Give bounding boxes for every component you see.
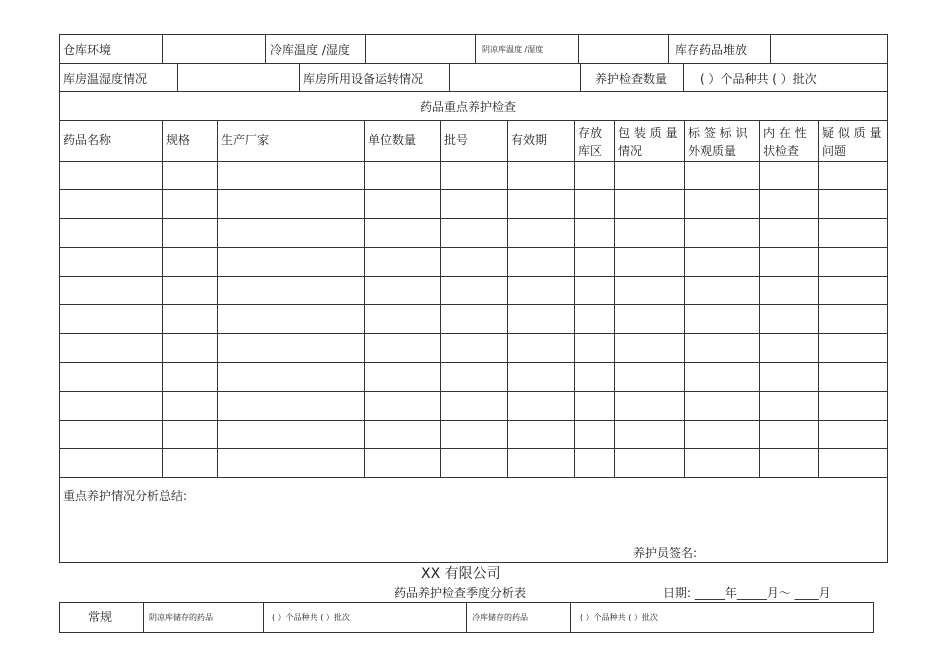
grid-row-line	[59, 333, 888, 334]
grid-col-line	[364, 120, 365, 477]
grid-row-line	[59, 477, 888, 478]
cold-storage-label: 冷库储存的药品	[472, 613, 528, 622]
grid-row-line	[59, 304, 888, 305]
grid-col-line	[614, 120, 615, 477]
warehouse-env-label: 仓库环境	[63, 43, 112, 57]
grid-col-line	[574, 120, 575, 477]
column-header-line1: 生产厂家	[221, 133, 270, 147]
shade-temp-humidity-label: 阴凉库温度 /湿度	[482, 45, 544, 54]
form-title: 药品养护检查季度分析表	[394, 586, 527, 600]
grid-col-line	[440, 120, 441, 477]
column-header-line1: 疑 似 质 量	[822, 126, 882, 140]
column-header	[63, 131, 111, 149]
stock-stacking-label: 库存药品堆放	[675, 43, 748, 57]
column-header	[618, 124, 677, 160]
column-header-line2: 库区	[578, 144, 603, 158]
column-header-line1: 包 装 质 量	[618, 126, 678, 140]
column-header-line1: 内 在 性	[763, 126, 807, 140]
column-header	[444, 131, 468, 149]
grid-row-line	[59, 247, 888, 248]
column-header-line1: 标 签 标 识	[688, 126, 748, 140]
column-header	[822, 124, 881, 160]
equipment-status-label: 库房所用设备运转情况	[303, 72, 424, 86]
grid-col-line	[684, 120, 685, 477]
column-header	[578, 124, 602, 160]
column-header-line1: 有效期	[511, 133, 548, 147]
grid-row-line	[59, 161, 888, 162]
column-header-line1: 药品名称	[63, 133, 112, 147]
column-header	[166, 131, 190, 149]
cold-storage-value: ( ）个品种共 ( ）批次	[580, 613, 658, 622]
grid-row-line	[59, 448, 888, 449]
bottom-category: 常规	[88, 610, 113, 624]
column-header-line1: 单位数量	[368, 133, 417, 147]
check-count-value: ( ）个品种共 ( ）批次	[700, 72, 817, 86]
grid-row-line	[59, 218, 888, 219]
check-count-label: 养护检查数量	[595, 72, 668, 86]
column-header-line1: 批号	[444, 133, 469, 147]
column-header	[511, 131, 547, 149]
cold-temp-humidity-label: 冷库温度 /湿度	[270, 43, 350, 57]
column-header	[221, 131, 269, 149]
grid-col-line	[217, 120, 218, 477]
grid-row-line	[59, 362, 888, 363]
grid-row-line	[59, 276, 888, 277]
summary-label: 重点养护情况分析总结:	[63, 489, 188, 503]
column-header-line2: 问题	[822, 144, 847, 158]
column-header	[763, 124, 807, 160]
grid-col-line	[162, 120, 163, 477]
column-header-line2: 外观质量	[688, 144, 737, 158]
grid-row-line	[59, 189, 888, 190]
grid-col-line	[818, 120, 819, 477]
column-header	[688, 124, 747, 160]
shade-storage-value: ( ）个品种共 ( ）批次	[272, 613, 350, 622]
signature-label: 养护员签名:	[633, 546, 698, 560]
grid-col-line	[759, 120, 760, 477]
column-header	[368, 131, 416, 149]
column-header-line1: 存放	[578, 126, 603, 140]
column-header-line1: 规格	[166, 133, 191, 147]
section-title: 药品重点养护检查	[420, 100, 517, 114]
company-name: XX 有限公司	[421, 566, 501, 582]
column-header-line2: 状检查	[763, 144, 800, 158]
shade-storage-label: 阴凉库储存的药品	[149, 613, 213, 622]
grid-row-line	[59, 420, 888, 421]
grid-col-line	[507, 120, 508, 477]
grid-row-line	[59, 120, 888, 121]
room-temp-humidity-label: 库房温湿度情况	[63, 72, 148, 86]
grid-row-line	[59, 391, 888, 392]
date-field: 日期: _____年_____月～ ____月	[663, 586, 831, 600]
column-header-line2: 情况	[618, 144, 643, 158]
